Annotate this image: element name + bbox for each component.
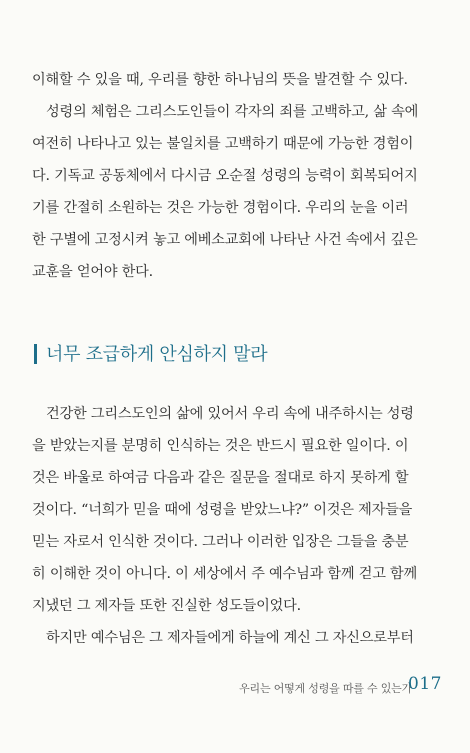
text-line: 믿는 자로서 인식한 것이다. 그러나 이러한 입장은 그들을 충분 <box>32 534 409 550</box>
text-line: 히 이해한 것이 아니다. 이 세상에서 주 예수님과 함께 걷고 함께 <box>32 566 418 582</box>
text-line: 한 구별에 고정시켜 놓고 에베소교회에 나타난 사건 속에서 깊은 <box>32 232 418 248</box>
paragraph-continuation <box>32 64 440 96</box>
text-line: 성령의 체험은 그리스도인들이 각자의 죄를 고백하고, 삶 속에 <box>46 104 419 120</box>
paragraph-spirit-experience <box>32 96 440 288</box>
paragraph-healthy-christian <box>32 398 440 622</box>
text-line: 것은 바울로 하여금 다음과 같은 질문을 절대로 하지 못하게 할 <box>32 470 409 486</box>
text-line: 것이다. “너희가 믿을 때에 성령을 받았느냐?” 이것은 제자들을 <box>32 502 413 518</box>
text-line: 여전히 나타나고 있는 불일치를 고백하기 때문에 가능한 경험이 <box>32 136 414 152</box>
text-line: 교훈을 얻어야 한다. <box>32 264 153 280</box>
running-title: 우리는 어떻게 성령을 따를 수 있는가 <box>239 682 412 695</box>
text-line: 다. 기독교 공동체에서 다시금 오순절 성령의 능력이 회복되어지 <box>32 168 418 184</box>
page-number: 017 <box>408 674 442 694</box>
text-line: 지냈던 그 제자들 또한 진실한 성도들이었다. <box>32 598 301 614</box>
text-line: 기를 간절히 소원하는 것은 가능한 경험이다. 우리의 눈을 이러 <box>32 200 409 216</box>
text-line: 하지만 예수님은 그 제자들에게 하늘에 계신 그 자신으로부터 <box>46 630 414 646</box>
paragraph-but-jesus <box>32 622 440 654</box>
text-line: 건강한 그리스도인의 삶에 있어서 우리 속에 내주하시는 성령 <box>46 406 414 422</box>
section-heading-marker <box>34 344 37 364</box>
text-line: 을 받았는지를 분명히 인식하는 것은 반드시 필요한 일이다. 이 <box>32 438 409 454</box>
text-line: 이해할 수 있을 때, 우리를 향한 하나님의 뜻을 발견할 수 있다. <box>32 72 408 88</box>
section-heading: 너무 조급하게 안심하지 말라 <box>46 344 268 365</box>
